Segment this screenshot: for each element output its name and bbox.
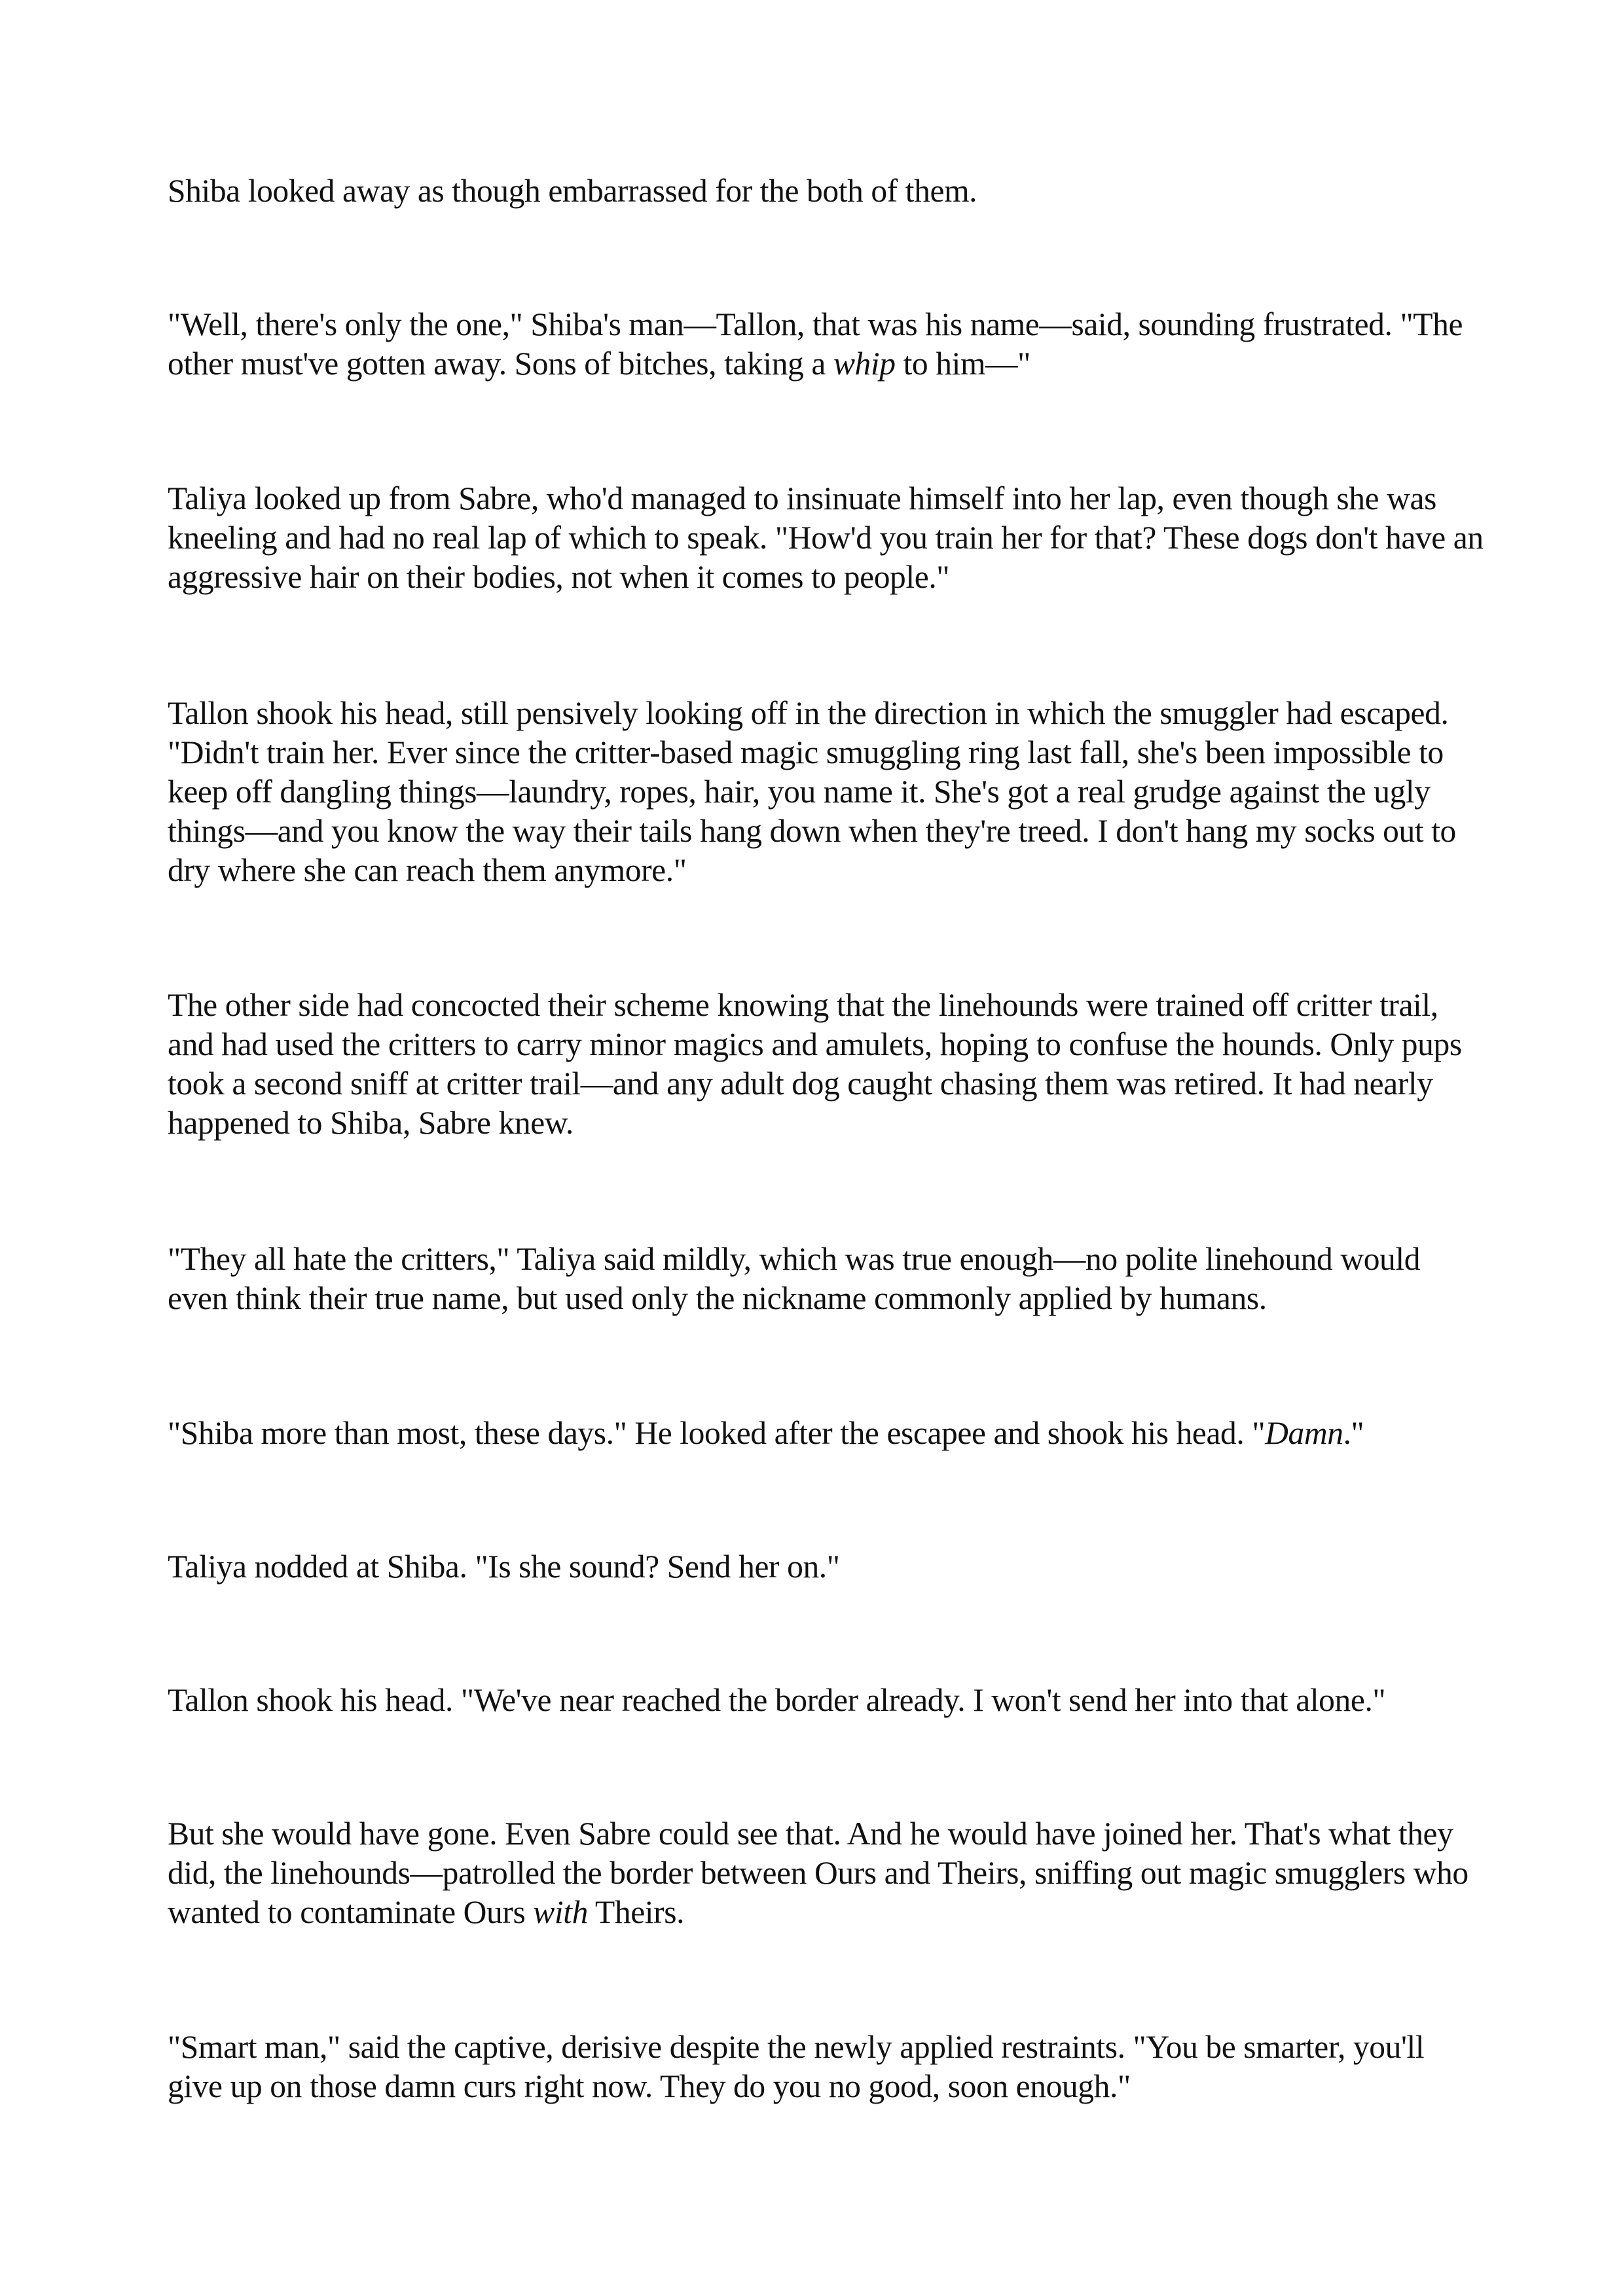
paragraph: Taliya nodded at Shiba. "Is she sound? Send her on." xyxy=(168,1549,840,1585)
paragraph xyxy=(168,1414,1484,1453)
paragraph: Tallon shook his head, still pensively looking off in the direction in which the smuggler had escaped. "Didn't train her. Ever since the critter-based magic smuggling ring last fall, she's been impossible to keep off dangling things—laundry, ropes, hair, you name it. She's got a real grudge against the ugly things—and you know the way their tails hang down when they're treed. I don't hang my socks out to dry where she can reach them anymore." xyxy=(168,695,1456,888)
paragraph: Taliya looked up from Sabre, who'd managed to insinuate himself into her lap, even though she was kneeling and had no real lap of which to speak. "How'd you train her for that? These dogs don't have an aggressive hair on their bodies, not when it comes to people." xyxy=(168,480,1484,595)
emphasis-text: Damn xyxy=(1265,1415,1343,1451)
paragraph-text: Theirs. xyxy=(587,1894,685,1930)
paragraph-text: "Shiba more than most, these days." He looked after the escapee and shook his head. " xyxy=(168,1415,1266,1451)
emphasis-text: with xyxy=(533,1894,588,1930)
paragraph xyxy=(168,1814,1484,1932)
paragraph-text: to him—" xyxy=(895,346,1030,382)
paragraph-text: ." xyxy=(1343,1415,1364,1451)
paragraph: The other side had concocted their scheme knowing that the linehounds were trained off critter trail, and had used the critters to carry minor magics and amulets, hoping to confuse the hounds. Only pups took a second sniff at critter trail—and any adult dog caught chasing them was retired. It had nearly happened to Shiba, Sabre knew. xyxy=(168,987,1462,1141)
paragraph-text: "Well, there's only the one," Shiba's man—Tallon, that was his name—said, sounding frustrated. "The other must've gotten away. Sons of bitches, taking a xyxy=(168,306,1463,382)
paragraph: Shiba looked away as though embarrassed for the both of them. xyxy=(168,173,977,209)
paragraph: Tallon shook his head. "We've near reached the border already. I won't send her into that alone." xyxy=(168,1682,1386,1718)
paragraph xyxy=(168,305,1484,384)
paragraph-text: But she would have gone. Even Sabre could see that. And he would have joined her. That's what they did, the linehounds—patrolled the border between Ours and Theirs, sniffing out magic smugglers who wanted to contaminate Ours xyxy=(168,1816,1468,1930)
paragraph: "They all hate the critters," Taliya said mildly, which was true enough—no polite linehound would even think their true name, but used only the nickname commonly applied by humans. xyxy=(168,1241,1421,1316)
emphasis-text: whip xyxy=(833,346,896,382)
paragraph: "Smart man," said the captive, derisive despite the newly applied restraints. "You be smarter, you'll give up on those damn curs right now. They do you no good, soon enough." xyxy=(168,2029,1425,2104)
